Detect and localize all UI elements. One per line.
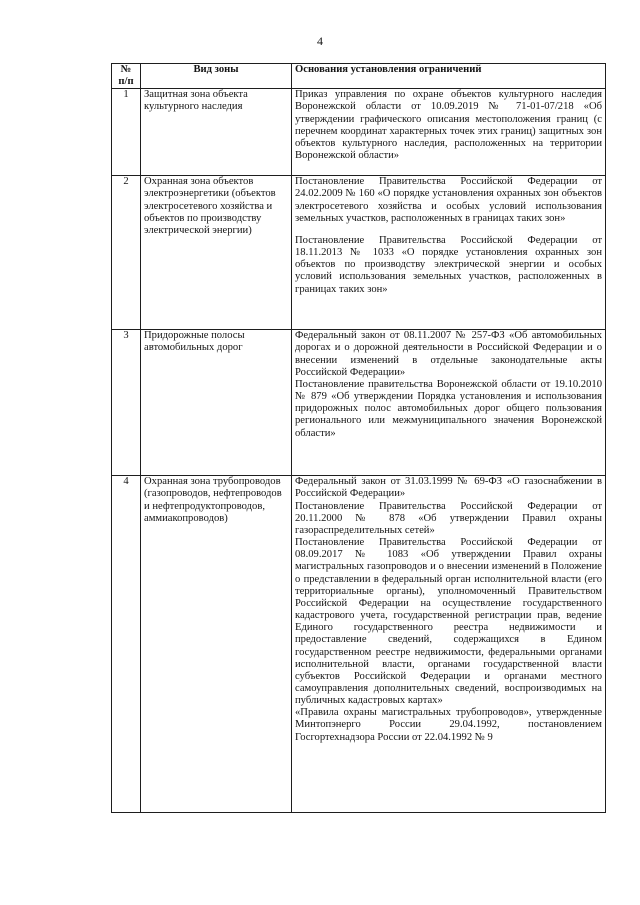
basis-paragraph: Постановление правительства Воронежской области от 19.10.2010 № 879 «Об утверждении Порядка установления и использования придорожных полос автомобильных дорог общего пользования регионального или межмуниципального значения Воронежской области» [295,378,602,439]
row-number: 2 [112,176,141,330]
basis-cell [292,330,606,476]
zone-name: Придорожные полосы автомобильных дорог [141,330,292,476]
basis-cell [292,176,606,330]
table-row [112,476,606,813]
basis-paragraph: Приказ управления по охране объектов культурного наследия Воронежской области от 10.09.2019 № 71-01-07/218 «Об утверждении графического описания местоположения границ (с перечнем координат характерных точек этих границ) защитных зон объектов культурного наследия, расположенных на территории Воронежской области» [295,89,602,162]
basis-paragraph: Постановление Правительства Российской Федерации от 20.11.2000 № 878 «Об утверждении Правил охраны газораспределительных сетей» [295,500,602,536]
zone-name: Защитная зона объекта культурного наследия [141,89,292,176]
basis-paragraph: Постановление Правительства Российской Федерации от 08.09.2017 № 1083 «Об утверждении Правил охраны магистральных газопроводов и о внесении изменений в Положение о представлении в федеральный орган исполнительной власти (его территориальные органы), уполномоченный Правительством Российской Федерации на осуществление государственного кадастрового учета, государственной регистрации прав, ведение Единого государственного реестра недвижимости и предоставление сведений, содержащихся в Едином государственном реестре недвижимости, федеральными органами исполнительной власти, органами государственной власти субъектов Российской Федерации и органами местного самоуправления дополнительных сведений, воспроизводимых на публичных кадастровых картах» [295,537,602,707]
basis-paragraph: Постановление Правительства Российской Федерации от 18.11.2013 № 1033 «О порядке установления охранных зон объектов по производству электрической энергии и особых условий использования земельных участков, расположенных в границах таких зон» [295,234,602,295]
table-row [112,330,606,476]
basis-cell [292,476,606,813]
header-number: № п/п [112,64,141,89]
header-basis: Основания установления ограничений [292,64,606,89]
header-zone-type: Вид зоны [141,64,292,89]
basis-paragraph: «Правила охраны магистральных трубопроводов», утвержденные Минтопэнерго России 29.04.1992, постановлением Госгортехнадзора России от 22.04.1992 № 9 [295,707,602,743]
basis-paragraph: Постановление Правительства Российской Федерации от 24.02.2009 № 160 «О порядке установления охранных зон объектов электросетевого хозяйства и особых условий использования земельных участков, расположенных в границах таких зон» [295,176,602,224]
basis-cell [292,89,606,176]
zones-table [111,63,606,813]
table-row [112,176,606,330]
zone-name: Охранная зона объектов электроэнергетики (объектов электросетевого хозяйства и объектов по производству электрической энергии) [141,176,292,330]
row-number: 4 [112,476,141,813]
row-number: 1 [112,89,141,176]
basis-paragraph: Федеральный закон от 31.03.1999 № 69-ФЗ «О газоснабжении в Российской Федерации» [295,476,602,500]
table-row [112,89,606,176]
row-number: 3 [112,330,141,476]
table-header-row [112,64,606,89]
basis-paragraph: Федеральный закон от 08.11.2007 № 257-ФЗ «Об автомобильных дорогах и о дорожной деятельности в Российской Федерации и о внесении изменений в отдельные законодательные акты Российской Федерации» [295,330,602,378]
zone-name: Охранная зона трубопроводов (газопроводов, нефтепроводов и нефтепродуктопроводов, аммиакопроводов) [141,476,292,813]
page-number: 4 [317,34,323,48]
